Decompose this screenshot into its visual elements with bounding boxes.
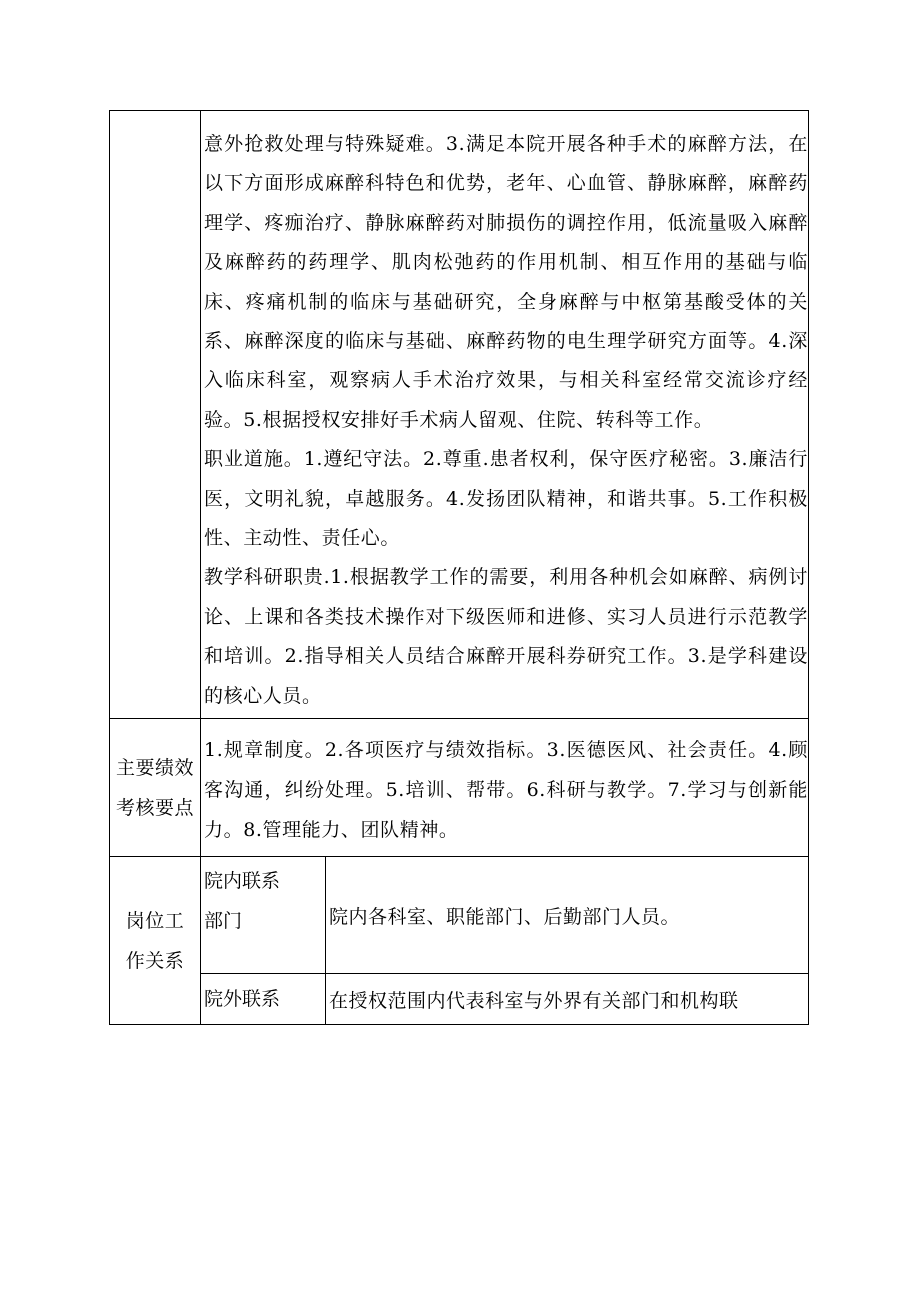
clinical-duties-paragraph: 意外抢救处理与特殊疑难。3.满足本院开展各种手术的麻醉方法，在以下方面形成麻醉科特色和优势，老年、心血管、静脉麻醉，麻醉药理学、疼痂治疗、静脉麻醉药对肺损伤的调控作用，低流量吸入麻醉及麻醉药的药理学、肌肉松弛药的作用机制、相互作用的基础与临床、疼痛机制的临床与基础研究，全身麻醉与中枢第基酸受体的关系、麻醉深度的临床与基础、麻醉药物的电生理学研究方面等。4.深入临床科室，观察病人手术治疗效果，与相关科室经常交流诊疗经验。5.根据授权安排好手术病人留观、住院、转科等工作。 xyxy=(204,133,808,431)
relations-label-line2: 作关系 xyxy=(125,949,185,972)
internal-label-line2: 部门 xyxy=(204,910,243,933)
internal-relations-value: 院内各科室、职能部门、后勤部门人员。 xyxy=(329,905,681,928)
teaching-research-paragraph: 教学科研职贵.1.根据教学工作的需要，利用各种机会如麻醉、病例讨论、上课和各类技术操作对下级医师和进修、实习人员进行示范教学和培训。2.指导相关人员结合麻醉开展科券研究工作。3.是学科建设的核心人员。 xyxy=(204,566,808,707)
relations-label-cell xyxy=(110,857,201,1025)
job-description-table xyxy=(109,110,809,1025)
external-label: 院外联系 xyxy=(204,988,281,1011)
duties-row xyxy=(110,111,809,719)
performance-label-line2: 考核要点 xyxy=(115,796,194,819)
external-relations-value-cell xyxy=(326,974,809,1025)
performance-content: 1.规章制度。2.各项医疗与绩效指标。3.医德医风、社会责任。4.顾客沟通，纠纷处理。5.培训、帮带。6.科研与教学。7.学习与创新能力。8.管理能力、团队精神。 xyxy=(204,739,808,842)
external-relations-row xyxy=(110,974,809,1025)
internal-relations-value-cell xyxy=(326,857,809,974)
performance-content-cell xyxy=(201,719,809,857)
duties-content-cell xyxy=(201,111,809,719)
external-relations-value: 在授权范围内代表科室与外界有关部门和机构联 xyxy=(329,989,739,1012)
internal-label-line1: 院内联系 xyxy=(204,870,281,893)
performance-row xyxy=(110,719,809,857)
performance-label-line1: 主要绩效 xyxy=(115,756,194,779)
external-relations-label-cell xyxy=(201,974,326,1025)
relations-label-line1: 岗位工 xyxy=(125,909,185,932)
duties-label-cell xyxy=(110,111,201,719)
internal-relations-label-cell xyxy=(201,857,326,974)
internal-relations-row xyxy=(110,857,809,974)
professional-ethics-paragraph: 职业道施。1.遵纪守法。2.尊重.患者权利，保守医疗秘密。3.廉洁行医，文明礼貌，卓越服务。4.发扬团队精神，和谐共事。5.工作积极性、主动性、责任心。 xyxy=(204,448,808,550)
performance-label-cell xyxy=(110,719,201,857)
